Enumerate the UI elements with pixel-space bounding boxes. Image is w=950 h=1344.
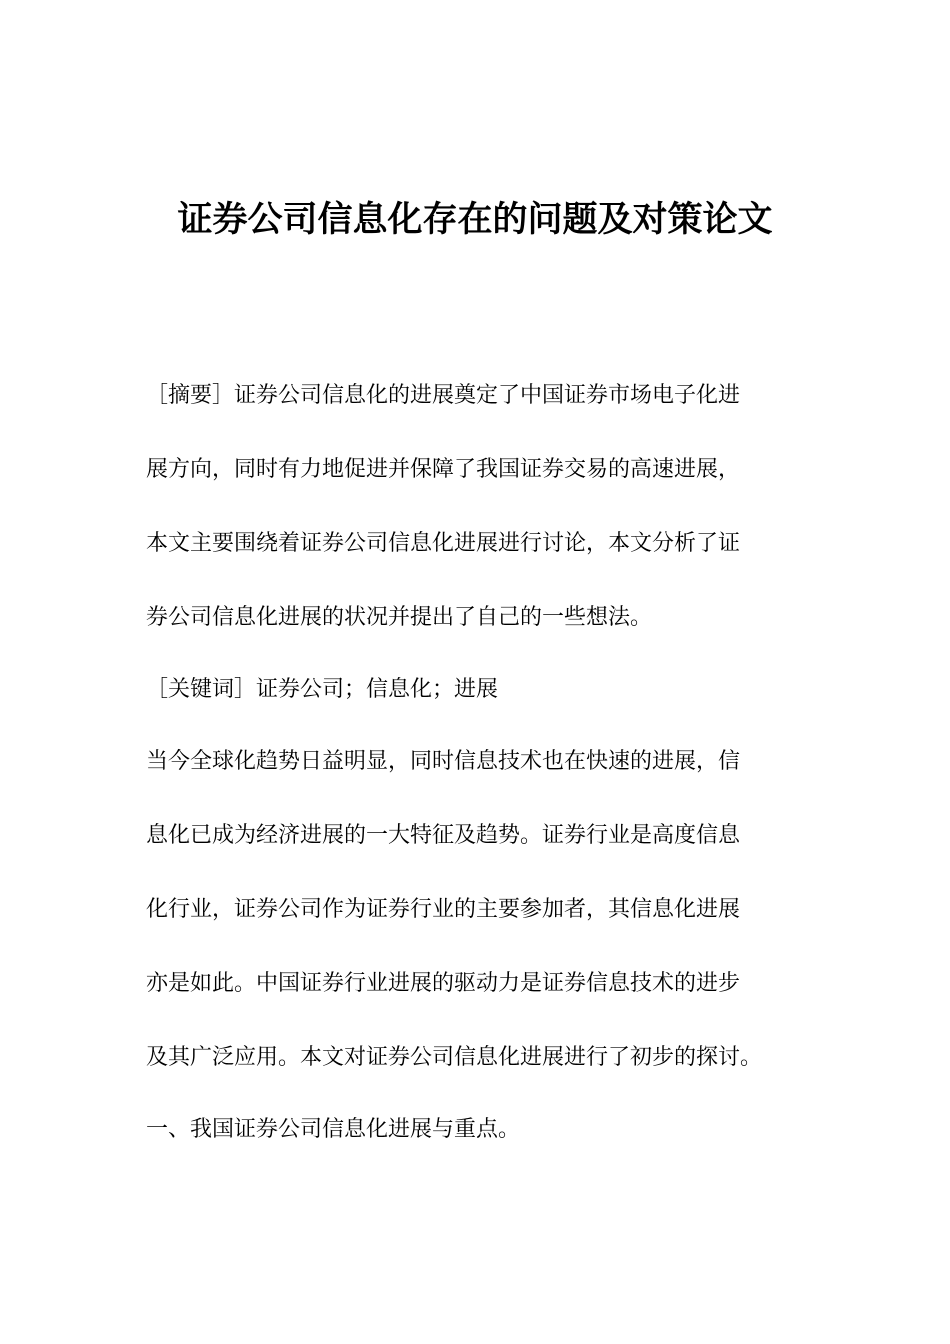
intro-line: 亦是如此。中国证券行业进展的驱动力是证券信息技术的进步 xyxy=(146,971,741,996)
abstract-line: 展方向，同时有力地促进并保障了我国证券交易的高速进展， xyxy=(146,457,741,482)
section-heading: 一、我国证券公司信息化进展与重点。 xyxy=(146,1117,521,1142)
document-body xyxy=(146,378,806,1148)
intro-line: 当今全球化趋势日益明显，同时信息技术也在快速的进展，信 xyxy=(146,749,741,774)
abstract-line: 本文主要围绕着证券公司信息化进展进行讨论，本文分析了证 xyxy=(146,531,741,556)
intro-line: 及其广泛应用。本文对证券公司信息化进展进行了初步的探讨。 xyxy=(146,1045,763,1070)
keywords-line: ［关键词］证券公司；信息化；进展 xyxy=(146,677,499,702)
intro-line: 化行业，证券公司作为证券行业的主要参加者，其信息化进展 xyxy=(146,897,741,922)
intro-line: 息化已成为经济进展的一大特征及趋势。证券行业是高度信息 xyxy=(146,823,741,848)
intro-paragraph xyxy=(146,744,806,1076)
document-title: 证券公司信息化存在的问题及对策论文 xyxy=(177,200,773,240)
abstract-paragraph xyxy=(146,378,806,636)
abstract-line: 券公司信息化进展的状况并提出了自己的一些想法。 xyxy=(146,605,653,630)
abstract-line: ［摘要］证券公司信息化的进展奠定了中国证券市场电子化进 xyxy=(146,383,741,408)
